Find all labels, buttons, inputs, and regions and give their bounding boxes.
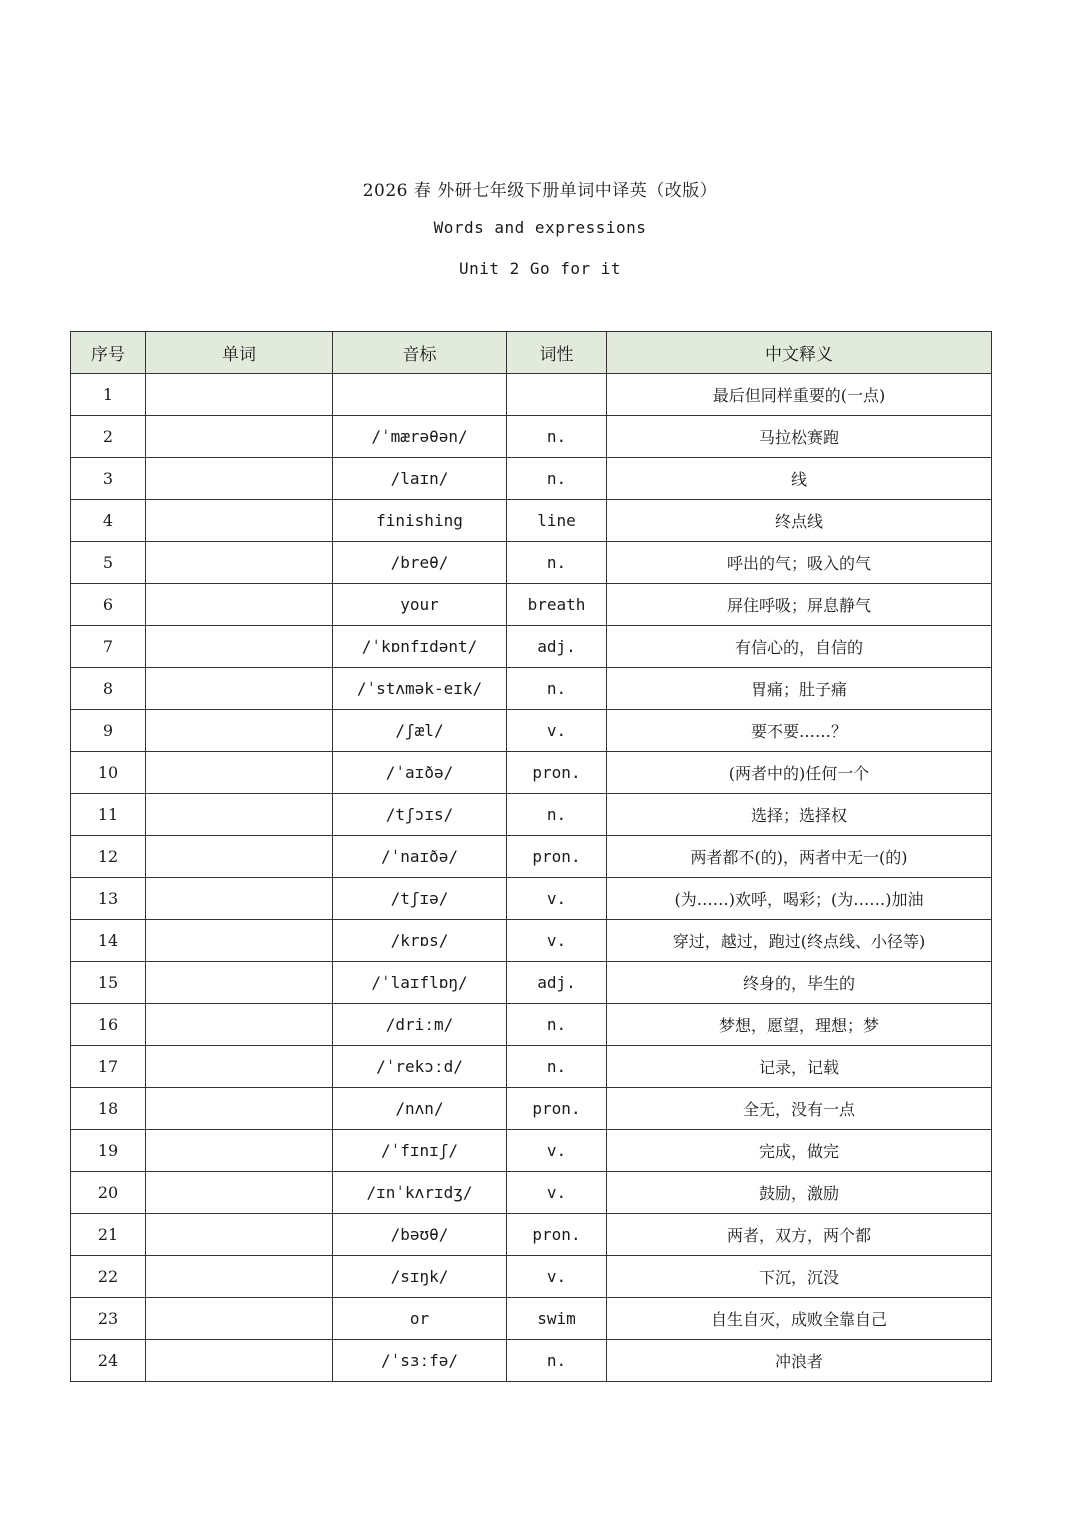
cell-word[interactable] (146, 794, 333, 836)
cell-word[interactable] (146, 1256, 333, 1298)
cell-phonetic: /driːm/ (333, 1004, 507, 1046)
cell-part-of-speech: v. (507, 920, 607, 962)
cell-number: 3 (71, 458, 146, 500)
cell-word[interactable] (146, 878, 333, 920)
cell-word[interactable] (146, 374, 333, 416)
document-subtitle: Words and expressions (433, 218, 647, 237)
table-body (71, 374, 992, 1382)
cell-number: 6 (71, 584, 146, 626)
cell-chinese-meaning: 记录，记载 (607, 1046, 992, 1088)
cell-chinese-meaning: 下沉，沉没 (607, 1256, 992, 1298)
cell-number: 2 (71, 416, 146, 458)
table-row (71, 752, 992, 794)
cell-part-of-speech: v. (507, 710, 607, 752)
cell-part-of-speech: line (507, 500, 607, 542)
cell-chinese-meaning: 全无，没有一点 (607, 1088, 992, 1130)
cell-part-of-speech: n. (507, 668, 607, 710)
table-row (71, 920, 992, 962)
cell-chinese-meaning: (为……)欢呼，喝彩；(为……)加油 (607, 878, 992, 920)
table-row (71, 1004, 992, 1046)
header-word: 单词 (146, 332, 333, 374)
cell-phonetic: /bəʊθ/ (333, 1214, 507, 1256)
table-row (71, 962, 992, 1004)
cell-word[interactable] (146, 710, 333, 752)
cell-chinese-meaning: 完成，做完 (607, 1130, 992, 1172)
cell-word[interactable] (146, 584, 333, 626)
cell-word[interactable] (146, 1340, 333, 1382)
cell-chinese-meaning: 呼出的气；吸入的气 (607, 542, 992, 584)
cell-part-of-speech: breath (507, 584, 607, 626)
cell-number: 17 (71, 1046, 146, 1088)
cell-chinese-meaning: 终点线 (607, 500, 992, 542)
cell-part-of-speech: n. (507, 1004, 607, 1046)
cell-chinese-meaning: (两者中的)任何一个 (607, 752, 992, 794)
unit-title: Unit 2 Go for it (458, 259, 622, 278)
cell-part-of-speech: n. (507, 416, 607, 458)
header-phonetic: 音标 (333, 332, 507, 374)
cell-word[interactable] (146, 1004, 333, 1046)
header-part-of-speech: 词性 (507, 332, 607, 374)
cell-part-of-speech: v. (507, 1172, 607, 1214)
table-row (71, 626, 992, 668)
cell-part-of-speech: pron. (507, 836, 607, 878)
table-header-row (71, 332, 992, 374)
cell-phonetic: /laɪn/ (333, 458, 507, 500)
cell-word[interactable] (146, 920, 333, 962)
cell-chinese-meaning: 马拉松赛跑 (607, 416, 992, 458)
cell-number: 24 (71, 1340, 146, 1382)
table-row (71, 1172, 992, 1214)
cell-chinese-meaning: 线 (607, 458, 992, 500)
cell-phonetic: /ˈrekɔːd/ (333, 1046, 507, 1088)
cell-word[interactable] (146, 1046, 333, 1088)
table-row (71, 1214, 992, 1256)
cell-part-of-speech: n. (507, 542, 607, 584)
header-number: 序号 (71, 332, 146, 374)
cell-phonetic: /nʌn/ (333, 1088, 507, 1130)
table-row (71, 500, 992, 542)
cell-part-of-speech: adj. (507, 626, 607, 668)
cell-number: 4 (71, 500, 146, 542)
table-row (71, 710, 992, 752)
table-row (71, 1088, 992, 1130)
cell-number: 22 (71, 1256, 146, 1298)
cell-part-of-speech: v. (507, 1130, 607, 1172)
cell-phonetic: /ˈfɪnɪʃ/ (333, 1130, 507, 1172)
cell-word[interactable] (146, 1088, 333, 1130)
cell-number: 5 (71, 542, 146, 584)
cell-phonetic: finishing (333, 500, 507, 542)
cell-chinese-meaning: 最后但同样重要的(一点) (607, 374, 992, 416)
table-row (71, 542, 992, 584)
table-row (71, 416, 992, 458)
cell-chinese-meaning: 有信心的，自信的 (607, 626, 992, 668)
cell-word[interactable] (146, 752, 333, 794)
cell-part-of-speech: n. (507, 794, 607, 836)
cell-part-of-speech (507, 374, 607, 416)
cell-part-of-speech: pron. (507, 1214, 607, 1256)
table-row (71, 1130, 992, 1172)
cell-part-of-speech: swim (507, 1298, 607, 1340)
cell-word[interactable] (146, 542, 333, 584)
cell-number: 12 (71, 836, 146, 878)
cell-number: 23 (71, 1298, 146, 1340)
cell-phonetic: /ɪnˈkʌrɪdʒ/ (333, 1172, 507, 1214)
cell-number: 20 (71, 1172, 146, 1214)
cell-word[interactable] (146, 416, 333, 458)
cell-part-of-speech: n. (507, 458, 607, 500)
cell-phonetic: /tʃɪə/ (333, 878, 507, 920)
cell-phonetic: /ˈkɒnfɪdənt/ (333, 626, 507, 668)
cell-phonetic: /ˈsɜːfə/ (333, 1340, 507, 1382)
cell-word[interactable] (146, 458, 333, 500)
cell-number: 11 (71, 794, 146, 836)
cell-phonetic: /ˈaɪðə/ (333, 752, 507, 794)
cell-part-of-speech: n. (507, 1340, 607, 1382)
cell-phonetic: /ˈstʌmək-eɪk/ (333, 668, 507, 710)
table-row (71, 668, 992, 710)
cell-chinese-meaning: 鼓励，激励 (607, 1172, 992, 1214)
cell-word[interactable] (146, 1214, 333, 1256)
cell-phonetic: your (333, 584, 507, 626)
cell-word[interactable] (146, 626, 333, 668)
cell-phonetic: /ʃæl/ (333, 710, 507, 752)
cell-phonetic (333, 374, 507, 416)
cell-phonetic: /breθ/ (333, 542, 507, 584)
cell-chinese-meaning: 两者都不(的)，两者中无一(的) (607, 836, 992, 878)
cell-number: 19 (71, 1130, 146, 1172)
cell-number: 18 (71, 1088, 146, 1130)
table-row (71, 836, 992, 878)
cell-phonetic: /tʃɔɪs/ (333, 794, 507, 836)
cell-chinese-meaning: 穿过，越过，跑过(终点线、小径等) (607, 920, 992, 962)
table-row (71, 878, 992, 920)
cell-chinese-meaning: 终身的，毕生的 (607, 962, 992, 1004)
cell-word[interactable] (146, 1298, 333, 1340)
cell-phonetic: /ˈmærəθən/ (333, 416, 507, 458)
cell-part-of-speech: pron. (507, 1088, 607, 1130)
cell-number: 13 (71, 878, 146, 920)
vocabulary-table (70, 331, 992, 1382)
cell-part-of-speech: n. (507, 1046, 607, 1088)
cell-chinese-meaning: 选择；选择权 (607, 794, 992, 836)
cell-word[interactable] (146, 962, 333, 1004)
table-row (71, 1046, 992, 1088)
cell-chinese-meaning: 两者，双方，两个都 (607, 1214, 992, 1256)
cell-number: 10 (71, 752, 146, 794)
cell-number: 14 (71, 920, 146, 962)
cell-part-of-speech: v. (507, 1256, 607, 1298)
cell-number: 21 (71, 1214, 146, 1256)
cell-word[interactable] (146, 1130, 333, 1172)
cell-chinese-meaning: 梦想，愿望，理想；梦 (607, 1004, 992, 1046)
table-row (71, 1256, 992, 1298)
table-row (71, 1298, 992, 1340)
cell-word[interactable] (146, 668, 333, 710)
table-row (71, 584, 992, 626)
cell-number: 16 (71, 1004, 146, 1046)
cell-phonetic: /ˈlaɪflɒŋ/ (333, 962, 507, 1004)
cell-chinese-meaning: 要不要……？ (607, 710, 992, 752)
cell-word[interactable] (146, 836, 333, 878)
cell-number: 15 (71, 962, 146, 1004)
cell-chinese-meaning: 胃痛；肚子痛 (607, 668, 992, 710)
document-title: 2026 春 外研七年级下册单词中译英（改版） (362, 181, 718, 201)
cell-number: 9 (71, 710, 146, 752)
cell-phonetic: /ˈnaɪðə/ (333, 836, 507, 878)
cell-number: 7 (71, 626, 146, 668)
cell-part-of-speech: v. (507, 878, 607, 920)
cell-chinese-meaning: 自生自灭，成败全靠自己 (607, 1298, 992, 1340)
header-chinese-meaning: 中文释义 (607, 332, 992, 374)
cell-word[interactable] (146, 500, 333, 542)
cell-phonetic: or (333, 1298, 507, 1340)
cell-phonetic: /krɒs/ (333, 920, 507, 962)
cell-number: 8 (71, 668, 146, 710)
cell-chinese-meaning: 屏住呼吸；屏息静气 (607, 584, 992, 626)
cell-part-of-speech: pron. (507, 752, 607, 794)
cell-chinese-meaning: 冲浪者 (607, 1340, 992, 1382)
cell-number: 1 (71, 374, 146, 416)
cell-word[interactable] (146, 1172, 333, 1214)
cell-phonetic: /sɪŋk/ (333, 1256, 507, 1298)
table-row (71, 374, 992, 416)
table-row (71, 1340, 992, 1382)
table-row (71, 794, 992, 836)
cell-part-of-speech: adj. (507, 962, 607, 1004)
table-row (71, 458, 992, 500)
